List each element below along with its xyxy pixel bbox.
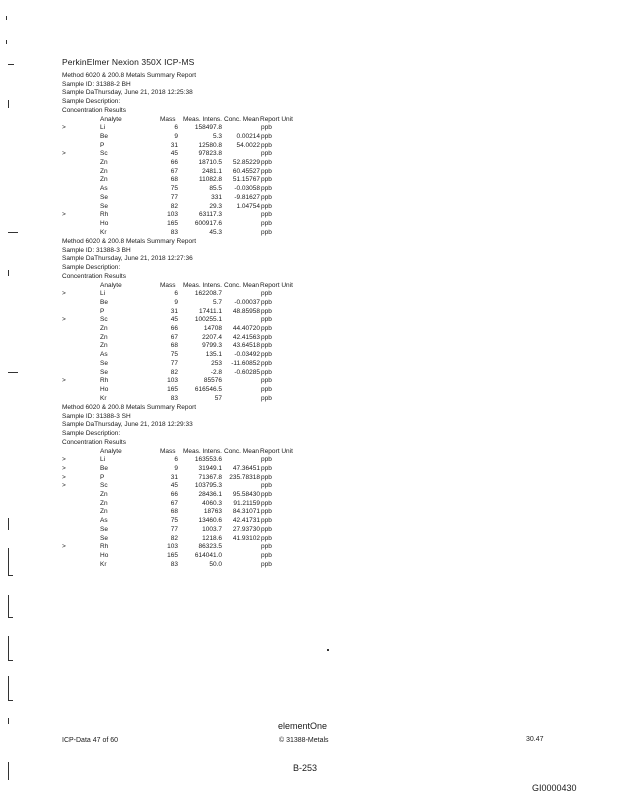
cell-intensity: 614041.0 <box>194 551 222 559</box>
cell-conc: 95.58430 <box>232 491 260 498</box>
cell-intensity: 14708 <box>203 325 222 332</box>
cell-mass: 9 <box>174 132 178 140</box>
cell-mass: 31 <box>170 307 178 315</box>
scan-mark <box>8 270 9 276</box>
cell-unit: ppb <box>261 560 272 568</box>
cell-analyte: Ho <box>100 219 109 227</box>
cell-conc: 43.64518 <box>232 342 260 350</box>
scan-mark <box>8 700 13 701</box>
cell-mass: 66 <box>170 325 178 332</box>
cell-unit: ppb <box>261 351 272 359</box>
cell-analyte: As <box>100 185 108 193</box>
cell-unit: ppb <box>261 307 272 315</box>
cell-conc: -0.60285 <box>234 368 260 376</box>
cell-intensity: 162208.7 <box>194 290 222 298</box>
cell-unit: ppb <box>261 325 272 332</box>
cell-unit: ppb <box>261 333 272 341</box>
cell-unit: ppb <box>261 342 272 350</box>
cell-intensity: 57 <box>214 394 222 402</box>
cell-unit: ppb <box>261 508 272 516</box>
cell-mass: 75 <box>170 517 178 525</box>
cell-conc: 51.15767 <box>232 176 260 184</box>
cell-mass: 66 <box>170 491 178 498</box>
cell-intensity: 1218.6 <box>202 534 222 542</box>
cell-intensity: 1003.7 <box>202 525 222 533</box>
cell-analyte: Be <box>100 132 108 140</box>
analyte-header: Analyte <box>100 281 122 289</box>
cell-conc: 235.78318 <box>229 473 260 481</box>
scan-mark <box>8 636 9 660</box>
cell-analyte: P <box>100 307 105 315</box>
cell-conc: 27.93730 <box>232 525 260 533</box>
cell-conc: 41.93102 <box>232 534 260 542</box>
scan-mark <box>8 676 9 700</box>
cell-analyte: Kr <box>100 560 107 568</box>
cell-unit: ppb <box>261 211 272 219</box>
cell-flag: > <box>62 316 66 324</box>
cell-mass: 45 <box>170 482 178 490</box>
cell-intensity: 71367.8 <box>198 473 222 481</box>
unit-header: Report Unit <box>260 447 293 455</box>
cell-unit: ppb <box>261 167 272 175</box>
cell-mass: 103 <box>167 377 178 385</box>
cell-unit: ppb <box>261 499 272 507</box>
cell-analyte: Li <box>100 456 106 464</box>
cell-conc: 42.41731 <box>232 517 260 525</box>
cell-analyte: Li <box>100 290 106 298</box>
cell-mass: 6 <box>174 456 178 464</box>
cell-analyte: Zn <box>100 508 108 516</box>
analyte-header: Analyte <box>100 115 122 123</box>
cell-intensity: 253 <box>211 359 222 367</box>
scan-mark <box>8 518 9 530</box>
cell-analyte: Li <box>100 124 106 132</box>
cell-unit: ppb <box>261 202 272 210</box>
cell-analyte: Sc <box>100 482 108 490</box>
method-title: Method 6020 & 200.8 Metals Summary Report <box>62 238 197 245</box>
cell-analyte: Se <box>100 359 108 367</box>
cell-mass: 68 <box>170 342 178 350</box>
cell-analyte: Kr <box>100 394 107 402</box>
cell-analyte: Rh <box>100 211 109 219</box>
cell-flag: > <box>62 543 66 551</box>
sample-description: Sample Description: <box>62 430 121 438</box>
sample-id: Sample ID: 31388-2 BH <box>62 80 131 88</box>
cell-intensity: 331 <box>211 193 222 201</box>
cell-unit: ppb <box>261 394 272 402</box>
cell-mass: 68 <box>170 508 178 516</box>
cell-flag: > <box>62 124 66 132</box>
conc-header: Conc. Mean <box>224 281 260 289</box>
sample-date: Sample DaThursday, June 21, 2018 12:29:33 <box>62 421 193 429</box>
cell-intensity: 9799.3 <box>202 342 222 350</box>
scan-mark <box>8 617 13 618</box>
cell-unit: ppb <box>261 298 272 306</box>
cell-mass: 82 <box>170 202 178 210</box>
cell-analyte: Se <box>100 525 108 533</box>
cell-unit: ppb <box>261 473 272 481</box>
cell-conc: 60.45527 <box>232 167 260 175</box>
cell-conc: -9.81627 <box>234 193 260 201</box>
sample-description: Sample Description: <box>62 264 121 272</box>
concentration-results-label: Concentration Results <box>62 272 126 280</box>
cell-analyte: Se <box>100 193 108 201</box>
cell-unit: ppb <box>261 368 272 376</box>
cell-intensity: 18710.5 <box>198 159 222 166</box>
cell-flag: > <box>62 211 66 219</box>
cell-unit: ppb <box>261 456 272 464</box>
conc-header: Conc. Mean <box>224 115 260 123</box>
cell-intensity: 600917.6 <box>194 219 222 227</box>
cell-unit: ppb <box>261 228 272 236</box>
cell-unit: ppb <box>261 525 272 533</box>
cell-mass: 67 <box>170 167 178 175</box>
cell-mass: 45 <box>170 150 178 158</box>
cell-intensity: 18763 <box>203 508 222 516</box>
cell-analyte: Kr <box>100 228 107 236</box>
cell-conc: 48.85958 <box>232 307 260 315</box>
cell-unit: ppb <box>261 219 272 227</box>
scan-mark <box>8 718 9 724</box>
cell-mass: 9 <box>174 464 178 472</box>
cell-mass: 68 <box>170 176 178 184</box>
scan-mark <box>8 548 9 576</box>
cell-unit: ppb <box>261 385 272 393</box>
cell-analyte: Zn <box>100 159 108 166</box>
cell-mass: 103 <box>167 543 178 551</box>
analyte-header: Analyte <box>100 447 122 455</box>
footer-center: © 31388-Metals <box>279 737 329 744</box>
sample-id: Sample ID: 31388-3 BH <box>62 246 131 254</box>
cell-unit: ppb <box>261 159 272 166</box>
conc-header: Conc. Mean <box>224 447 260 455</box>
cell-flag: > <box>62 290 66 298</box>
cell-analyte: As <box>100 517 108 525</box>
cell-analyte: Zn <box>100 176 108 184</box>
method-title: Method 6020 & 200.8 Metals Summary Report <box>62 404 197 411</box>
cell-mass: 6 <box>174 124 178 132</box>
cell-conc: 0.00214 <box>236 132 260 140</box>
cell-intensity: 5.3 <box>212 132 222 140</box>
cell-mass: 83 <box>170 560 178 568</box>
cell-analyte: Zn <box>100 342 108 350</box>
cell-mass: 31 <box>170 141 178 149</box>
mass-header: Mass <box>160 115 176 123</box>
cell-mass: 77 <box>170 525 178 533</box>
scan-mark <box>327 649 329 651</box>
cell-analyte: Se <box>100 368 108 376</box>
cell-conc: 44.40720 <box>232 325 260 332</box>
cell-conc: 91.21159 <box>233 499 260 507</box>
cell-unit: ppb <box>261 359 272 367</box>
footer-right: 30.47 <box>526 736 544 743</box>
cell-unit: ppb <box>261 193 272 201</box>
scan-mark <box>8 100 9 108</box>
cell-intensity: 2481.1 <box>202 167 222 175</box>
cell-conc: 1.04754 <box>236 202 260 210</box>
cell-intensity: 45.3 <box>209 228 222 236</box>
cell-mass: 31 <box>170 473 178 481</box>
cell-unit: ppb <box>261 551 272 559</box>
cell-intensity: 100255.1 <box>194 316 222 324</box>
page-number: B-253 <box>293 763 318 773</box>
cell-analyte: Sc <box>100 316 108 324</box>
cell-analyte: Ho <box>100 385 109 393</box>
cell-mass: 9 <box>174 298 178 306</box>
intensity-header: Meas. Intens. <box>182 281 222 289</box>
cell-unit: ppb <box>261 124 272 132</box>
cell-analyte: Zn <box>100 491 108 498</box>
intensity-header: Meas. Intens. <box>182 447 222 455</box>
cell-intensity: -2.8 <box>210 368 222 376</box>
cell-analyte: P <box>100 141 105 149</box>
cell-intensity: 63117.3 <box>198 211 222 219</box>
cell-conc: -0.03492 <box>234 351 260 359</box>
cell-unit: ppb <box>261 534 272 542</box>
cell-unit: ppb <box>261 517 272 525</box>
cell-unit: ppb <box>261 464 272 472</box>
sample-description: Sample Description: <box>62 98 121 106</box>
cell-unit: ppb <box>261 185 272 193</box>
cell-unit: ppb <box>261 377 272 385</box>
cell-conc: -0.03058 <box>234 185 260 193</box>
cell-intensity: 4060.3 <box>202 499 222 507</box>
cell-intensity: 50.0 <box>209 560 222 568</box>
cell-mass: 83 <box>170 228 178 236</box>
cell-analyte: Rh <box>100 377 109 385</box>
cell-mass: 82 <box>170 368 178 376</box>
cell-unit: ppb <box>261 132 272 140</box>
cell-analyte: Zn <box>100 325 108 332</box>
cell-mass: 165 <box>167 385 178 393</box>
mass-header: Mass <box>160 447 176 455</box>
sample-id: Sample ID: 31388-3 SH <box>62 412 131 420</box>
cell-analyte: Se <box>100 534 108 542</box>
cell-mass: 66 <box>170 159 178 166</box>
method-title: Method 6020 & 200.8 Metals Summary Report <box>62 72 197 79</box>
cell-intensity: 5.7 <box>212 298 222 306</box>
cell-mass: 83 <box>170 394 178 402</box>
cell-conc: 42.41563 <box>232 333 260 341</box>
cell-intensity: 163553.6 <box>194 456 222 464</box>
cell-intensity: 17411.1 <box>198 307 222 315</box>
cell-mass: 45 <box>170 316 178 324</box>
sample-date: Sample DaThursday, June 21, 2018 12:27:36 <box>62 255 193 263</box>
cell-intensity: 13460.6 <box>198 517 222 525</box>
cell-analyte: Be <box>100 298 108 306</box>
cell-analyte: Zn <box>100 499 108 507</box>
instrument-title: PerkinElmer Nexion 350X ICP-MS <box>62 57 195 67</box>
cell-flag: > <box>62 464 66 472</box>
cell-conc: 54.0022 <box>236 141 260 149</box>
cell-mass: 77 <box>170 359 178 367</box>
cell-intensity: 28436.1 <box>198 491 222 498</box>
cell-unit: ppb <box>261 543 272 551</box>
cell-analyte: P <box>100 473 105 481</box>
concentration-results-label: Concentration Results <box>62 106 126 114</box>
cell-intensity: 86323.5 <box>198 543 222 551</box>
cell-mass: 165 <box>167 219 178 227</box>
cell-unit: ppb <box>261 176 272 184</box>
cell-intensity: 11082.8 <box>198 176 222 184</box>
scan-mark <box>8 372 18 373</box>
cell-intensity: 158497.8 <box>194 124 222 132</box>
cell-analyte: Zn <box>100 167 108 175</box>
cell-mass: 67 <box>170 499 178 507</box>
cell-analyte: As <box>100 351 108 359</box>
cell-intensity: 85.5 <box>209 185 222 193</box>
cell-conc: 52.85229 <box>232 159 260 166</box>
scan-mark <box>6 40 7 44</box>
cell-intensity: 29.3 <box>209 202 222 210</box>
cell-mass: 165 <box>167 551 178 559</box>
scan-mark <box>8 660 13 661</box>
cell-conc: 47.36451 <box>232 464 260 472</box>
scan-mark <box>8 64 14 65</box>
cell-flag: > <box>62 473 66 481</box>
cell-analyte: Se <box>100 202 108 210</box>
cell-unit: ppb <box>261 491 272 498</box>
bates-number: GI0000430 <box>532 783 577 793</box>
sample-date: Sample DaThursday, June 21, 2018 12:25:38 <box>62 89 193 97</box>
cell-intensity: 103795.3 <box>194 482 222 490</box>
cell-intensity: 2207.4 <box>202 333 222 341</box>
cell-mass: 75 <box>170 351 178 359</box>
scan-mark <box>6 16 7 20</box>
cell-flag: > <box>62 482 66 490</box>
cell-intensity: 31949.1 <box>198 464 222 472</box>
unit-header: Report Unit <box>260 281 293 289</box>
scan-mark <box>8 762 9 780</box>
cell-unit: ppb <box>261 290 272 298</box>
cell-analyte: Ho <box>100 551 109 559</box>
cell-conc: 84.31071 <box>232 508 260 516</box>
cell-mass: 82 <box>170 534 178 542</box>
cell-analyte: Zn <box>100 333 108 341</box>
cell-flag: > <box>62 456 66 464</box>
footer-logo: elementOne <box>278 721 328 731</box>
cell-mass: 67 <box>170 333 178 341</box>
cell-unit: ppb <box>261 482 272 490</box>
cell-analyte: Rh <box>100 543 109 551</box>
unit-header: Report Unit <box>260 115 293 123</box>
cell-flag: > <box>62 377 66 385</box>
scan-mark <box>8 595 9 617</box>
cell-conc: -0.00037 <box>234 298 260 306</box>
cell-analyte: Sc <box>100 150 108 158</box>
cell-mass: 77 <box>170 193 178 201</box>
cell-flag: > <box>62 150 66 158</box>
cell-unit: ppb <box>261 141 272 149</box>
cell-unit: ppb <box>261 150 272 158</box>
cell-intensity: 616546.5 <box>194 385 222 393</box>
cell-analyte: Be <box>100 464 108 472</box>
cell-mass: 75 <box>170 185 178 193</box>
mass-header: Mass <box>160 281 176 289</box>
cell-mass: 6 <box>174 290 178 298</box>
cell-conc: -11.60852 <box>231 359 260 367</box>
footer-left: ICP-Data 47 of 60 <box>62 737 119 744</box>
scan-mark <box>8 575 13 576</box>
cell-intensity: 135.1 <box>205 351 222 359</box>
scan-mark <box>8 232 18 233</box>
cell-intensity: 97823.8 <box>198 150 222 158</box>
cell-unit: ppb <box>261 316 272 324</box>
cell-mass: 103 <box>167 211 178 219</box>
concentration-results-label: Concentration Results <box>62 438 126 446</box>
cell-intensity: 12580.8 <box>198 141 222 149</box>
cell-intensity: 85576 <box>203 377 222 385</box>
intensity-header: Meas. Intens. <box>182 115 222 123</box>
